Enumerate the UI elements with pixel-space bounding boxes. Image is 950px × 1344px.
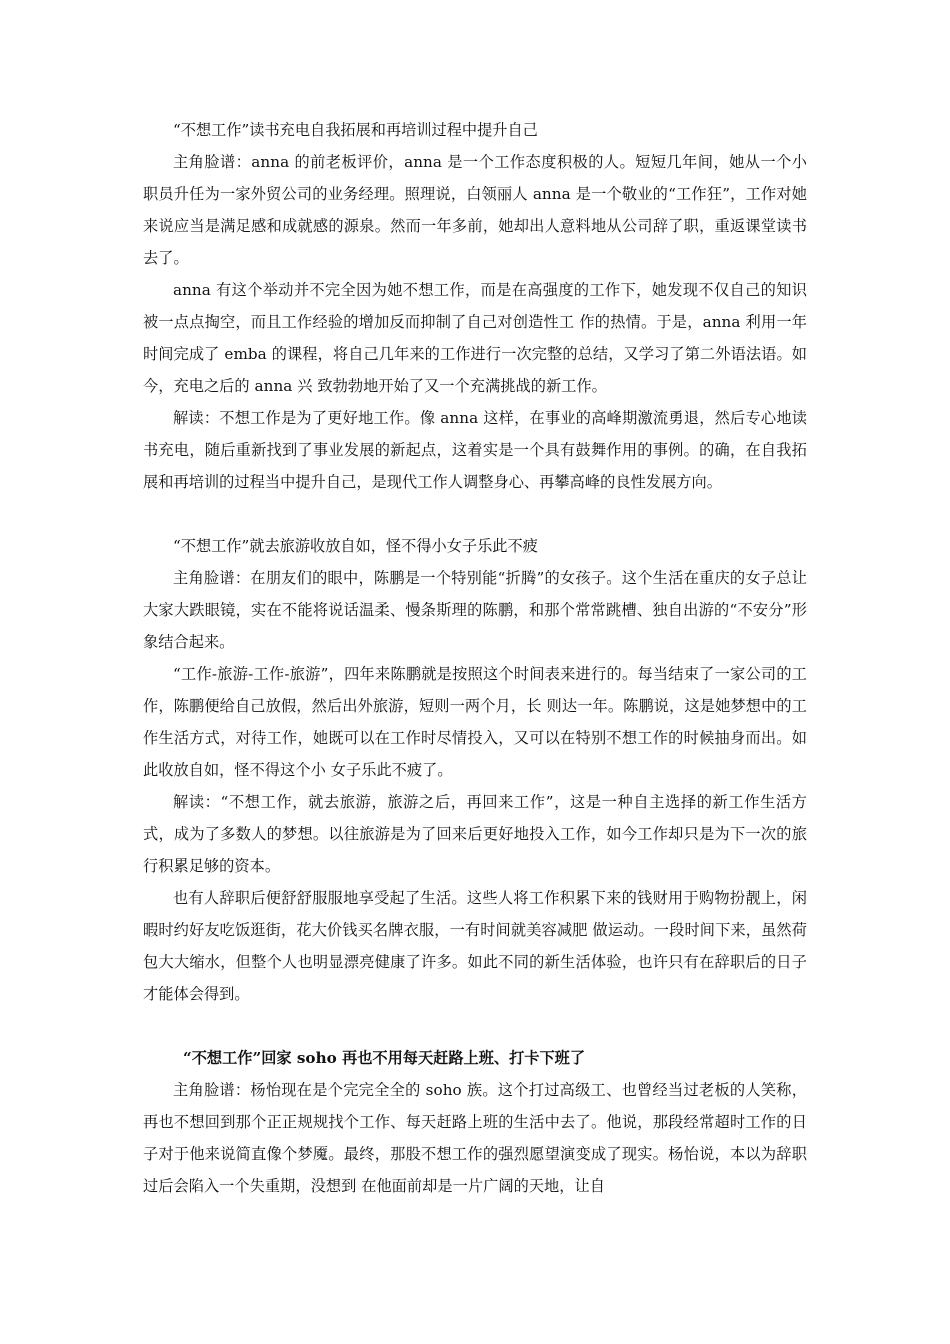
- paragraph: “工作-旅游-工作-旅游”，四年来陈鹏就是按照这个时间表来进行的。每当结束了一家公司的工作，陈鹏便给自己放假，然后出外旅游，短则一两个月，长 则达一年。陈鹏说，这是她梦想中的工作生活方式，对待工作，她既可以在工作时尽情投入，又可以在特别不想工作的时候抽身而出。如此收放自如，怪不得这个小 女子乐此不疲了。: [143, 665, 807, 779]
- section-soho: [143, 1042, 807, 1202]
- paragraph: 主角脸谱：anna 的前老板评价，anna 是一个工作态度积极的人。短短几年间，她从一个小职员升任为一家外贸公司的业务经理。照理说，白领丽人 anna 是一个敬业的“工作狂”，工作对她来说应当是满足感和成就感的源泉。然而一年多前，她却出人意料地从公司辞了职，重返课堂读书去了。: [143, 153, 807, 267]
- section-heading: “不想工作”读书充电自我拓展和再培训过程中提升自己: [173, 121, 538, 139]
- paragraph: 解读：不想工作是为了更好地工作。像 anna 这样，在事业的高峰期激流勇退，然后专心地读书充电，随后重新找到了事业发展的新起点，这着实是一个具有鼓舞作用的事例。的确，在自我拓展和再培训的过程当中提升自己，是现代工作人调整身心、再攀高峰的良性发展方向。: [143, 409, 807, 491]
- paragraph: 主角脸谱：杨怡现在是个完完全全的 soho 族。这个打过高级工、也曾经当过老板的人笑称，再也不想回到那个正正规规找个工作、每天赶路上班的生活中去了。他说，那段经常超时工作的日子对于他来说简直像个梦魇。最终，那股不想工作的强烈愿望演变成了现实。杨怡说，本以为辞职过后会陷入一个失重期，没想到 在他面前却是一片广阔的天地，让自: [143, 1081, 807, 1195]
- section-heading: “不想工作”就去旅游收放自如，怪不得小女子乐此不疲: [173, 537, 538, 555]
- paragraph: 解读：“不想工作，就去旅游，旅游之后，再回来工作”，这是一种自主选择的新工作生活方式，成为了多数人的梦想。以往旅游是为了回来后更好地投入工作，如今工作却只是为下一次的旅行积累足够的资本。: [143, 793, 807, 875]
- paragraph: 也有人辞职后便舒舒服服地享受起了生活。这些人将工作积累下来的钱财用于购物扮靓上，闲暇时约好友吃饭逛街，花大价钱买名牌衣服，一有时间就美容减肥 做运动。一段时间下来，虽然荷包大大缩水，但整个人也明显漂亮健康了许多。如此不同的新生活体验，也许只有在辞职后的日子才能体会得到。: [143, 889, 807, 1003]
- section-study: [143, 114, 807, 498]
- section-travel: [143, 530, 807, 1010]
- paragraph: anna 有这个举动并不完全因为她不想工作，而是在高强度的工作下，她发现不仅自己的知识被一点点掏空，而且工作经验的增加反而抑制了自己对创造性工 作的热情。于是，anna 利用一年时间完成了 emba 的课程，将自己几年来的工作进行一次完整的总结，又学习了第二外语法语。如今，充电之后的 anna 兴 致勃勃地开始了又一个充满挑战的新工作。: [143, 281, 807, 395]
- document-page: [143, 114, 807, 1202]
- paragraph: 主角脸谱：在朋友们的眼中，陈鹏是一个特别能“折腾”的女孩子。这个生活在重庆的女子总让大家大跌眼镜，实在不能将说话温柔、慢条斯理的陈鹏，和那个常常跳槽、独自出游的“不安分”形象结合起来。: [143, 569, 807, 651]
- section-heading: “不想工作”回家 soho 再也不用每天赶路上班、打卡下班了: [183, 1049, 586, 1067]
